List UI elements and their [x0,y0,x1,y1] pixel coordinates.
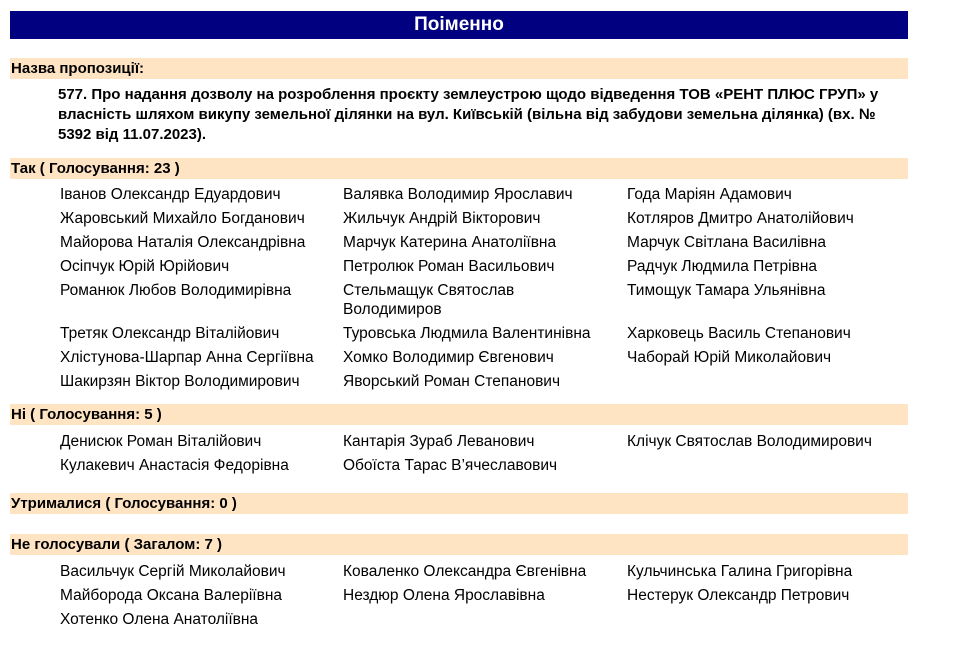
voter-name: Кантарія Зураб Леванович [343,433,535,450]
voter-name: Майорова Наталія Олександрівна [60,234,306,251]
proposal-text: 577. Про надання дозволу на розроблення проєкту землеустрою щодо відведення ТОВ «РЕНТ ПЛЮС ГРУП» у власність шляхом викупу земельної ділянки на вул. Київській (вільна від забудови земельна ділянка) (вх. № 5392 від 11.07.2023). [58,86,879,143]
voter-name: Майборода Оксана Валеріївна [60,587,283,604]
voter-name: Котляров Дмитро Анатолійович [627,210,854,227]
voter-row [60,562,908,581]
voter-row [60,257,908,276]
voter-row [60,348,908,367]
voter-row [60,372,908,391]
no-voters-list [60,432,908,480]
voter-name: Года Маріян Адамович [627,186,792,203]
voter-row [60,610,908,629]
voter-name: Обоїста Тарас В’ячеславович [343,457,558,474]
abstained-section-heading: Утрималися ( Голосування: 0 ) [10,493,908,514]
voter-name: Осіпчук Юрій Юрійович [60,258,230,275]
voter-name: Коваленко Олександра Євгенівна [343,563,587,580]
voter-name: Васильчук Сергій Миколайович [60,563,286,580]
voter-name: Валявка Володимир Ярославич [343,186,573,203]
voter-name: Денисюк Роман Віталійович [60,433,262,450]
voter-name [627,610,908,629]
voter-name: Нестерук Олександр Петрович [627,587,850,604]
voter-row [60,209,908,228]
voter-name: Туровська Людмила Валентинівна [343,325,591,342]
not-voted-section-heading: Не голосували ( Загалом: 7 ) [10,534,908,555]
voter-name: Марчук Світлана Василівна [627,234,826,251]
voter-name [627,456,908,475]
voter-row [60,456,908,475]
voter-name: Яворський Роман Степанович [343,373,561,390]
voter-name: Хлістунова-Шарпар Анна Сергіївна [60,349,314,366]
voter-name: Іванов Олександр Едуардович [60,186,281,203]
voter-name: Петролюк Роман Васильович [343,258,555,275]
voter-name: Харковець Василь Степанович [627,325,851,342]
yes-voters-list [60,185,908,396]
voter-row [60,324,908,343]
voter-row [60,432,908,451]
not-voted-voters-list [60,562,908,634]
voter-name: Марчук Катерина Анатоліївна [343,234,557,251]
yes-section-heading: Так ( Голосування: 23 ) [10,158,908,179]
voter-name [627,372,908,391]
voter-name: Радчук Людмила Петрівна [627,258,818,275]
voter-name: Кульчинська Галина Григорівна [627,563,853,580]
voter-name: Чаборай Юрій Миколайович [627,349,832,366]
voter-row [60,185,908,204]
voter-name [343,610,627,629]
voter-name: Хотенко Олена Анатоліївна [60,611,259,628]
voter-name: Шакирзян Віктор Володимирович [60,373,300,390]
voter-name: Нездюр Олена Ярославівна [343,587,545,604]
proposal-heading: Назва пропозиції: [10,58,908,79]
page-title: Поіменно [10,11,908,39]
voter-row [60,586,908,605]
voter-name: Стельмащук Святослав Володимиров [343,282,515,318]
voter-name: Хомко Володимир Євгенович [343,349,554,366]
voter-row [60,281,908,319]
voter-name: Тимощук Тамара Ульянівна [627,282,826,299]
voter-row [60,233,908,252]
no-section-heading: Ні ( Голосування: 5 ) [10,404,908,425]
voter-name: Клічук Святослав Володимирович [627,433,872,450]
voter-name: Кулакевич Анастасія Федорівна [60,457,289,474]
voter-name: Романюк Любов Володимирівна [60,282,292,299]
voter-name: Жаровський Михайло Богданович [60,210,305,227]
voter-name: Жильчук Андрій Вікторович [343,210,541,227]
voter-name: Третяк Олександр Віталійович [60,325,280,342]
